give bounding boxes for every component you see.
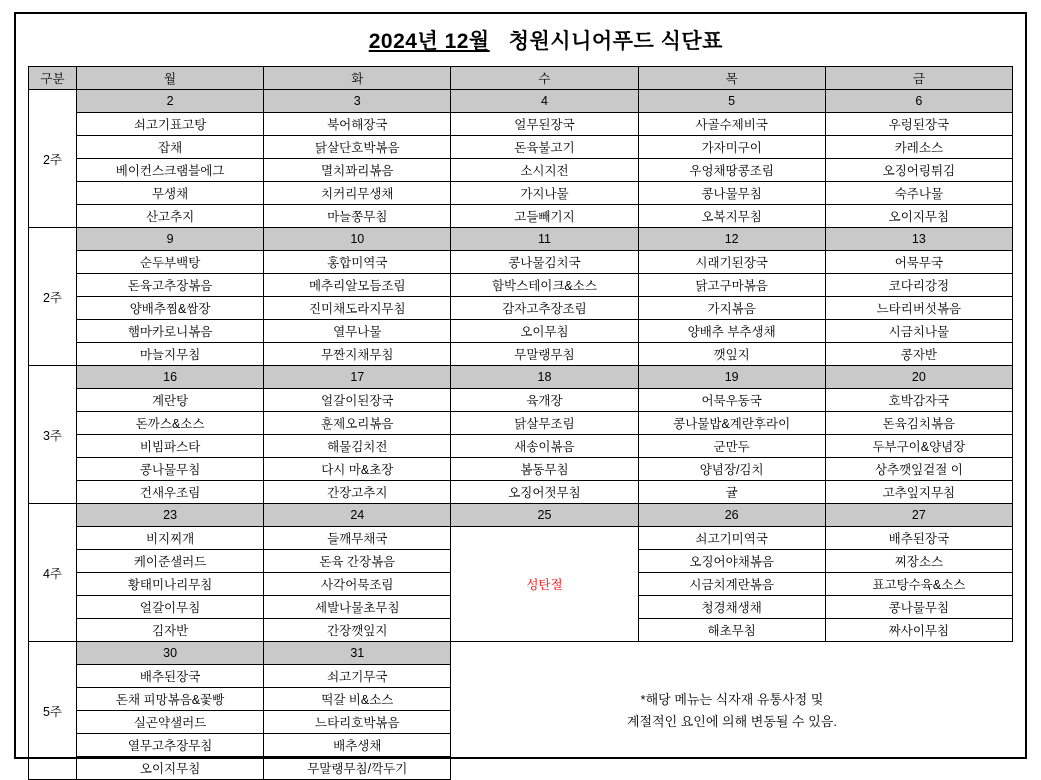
header-day-tue: 화	[264, 67, 451, 90]
menu-item: 마늘쫑무침	[264, 205, 451, 228]
date-row	[29, 366, 1013, 389]
week-label: 3주	[29, 366, 77, 504]
menu-item: 양배추찜&쌈장	[77, 297, 264, 320]
menu-item: 잡채	[77, 136, 264, 159]
menu-item: 쇠고기무국	[264, 665, 451, 688]
menu-item: 가지나물	[451, 182, 638, 205]
menu-item: 사각어묵조림	[264, 573, 451, 596]
menu-item: 배추생채	[264, 734, 451, 757]
menu-item: 배추된장국	[825, 527, 1012, 550]
date-row	[29, 504, 1013, 527]
menu-item: 얼무된장국	[451, 113, 638, 136]
note-area	[451, 642, 1013, 780]
date-cell: 30	[77, 642, 264, 665]
menu-item: 귤	[638, 481, 825, 504]
date-cell: 23	[77, 504, 264, 527]
menu-item: 어묵무국	[825, 251, 1012, 274]
menu-item: 육개장	[451, 389, 638, 412]
week-label: 2주	[29, 228, 77, 366]
menu-item: 감자고추장조림	[451, 297, 638, 320]
menu-item: 배추된장국	[77, 665, 264, 688]
menu-row	[29, 343, 1013, 366]
holiday-cell: 성탄절	[451, 527, 638, 642]
menu-item: 열무나물	[264, 320, 451, 343]
menu-item: 순두부백탕	[77, 251, 264, 274]
menu-item: 쇠고기미역국	[638, 527, 825, 550]
menu-item: 세발나물초무침	[264, 596, 451, 619]
menu-item: 고들빼기지	[451, 205, 638, 228]
menu-item: 무짠지채무침	[264, 343, 451, 366]
menu-item: 닭살무조림	[451, 412, 638, 435]
menu-item: 무말랭무침	[451, 343, 638, 366]
menu-item: 콩나물무침	[638, 182, 825, 205]
menu-item: 다시 마&초장	[264, 458, 451, 481]
menu-item: 비빔파스타	[77, 435, 264, 458]
date-cell: 10	[264, 228, 451, 251]
menu-item: 상추깻잎겉절 이	[825, 458, 1012, 481]
menu-item: 계란탕	[77, 389, 264, 412]
menu-item: 돈채 피망볶음&꽃빵	[77, 688, 264, 711]
menu-item: 얼갈이무침	[77, 596, 264, 619]
date-cell: 4	[451, 90, 638, 113]
document-frame	[14, 12, 1027, 776]
menu-item: 치커리무생채	[264, 182, 451, 205]
menu-row	[29, 113, 1013, 136]
week-label: 2주	[29, 90, 77, 228]
date-cell: 27	[825, 504, 1012, 527]
menu-item: 콩나물밥&계란후라이	[638, 412, 825, 435]
menu-item: 두부구이&양념장	[825, 435, 1012, 458]
menu-item: 콩자반	[825, 343, 1012, 366]
menu-item: 콩나물무침	[77, 458, 264, 481]
header-day-fri: 금	[825, 67, 1012, 90]
menu-item: 메추리알모듬조림	[264, 274, 451, 297]
menu-item: 가지볶음	[638, 297, 825, 320]
menu-item: 느타리호박볶음	[264, 711, 451, 734]
menu-item: 무생채	[77, 182, 264, 205]
menu-item: 찌장소스	[825, 550, 1012, 573]
menu-item: 사골수제비국	[638, 113, 825, 136]
date-cell: 5	[638, 90, 825, 113]
menu-item: 닭고구마볶음	[638, 274, 825, 297]
menu-item: 호박감자국	[825, 389, 1012, 412]
menu-item: 들깨무채국	[264, 527, 451, 550]
note-line-1: *해당 메뉴는 식자재 유통사정 및	[640, 691, 824, 707]
date-cell: 12	[638, 228, 825, 251]
menu-item: 멸치꽈리볶음	[264, 159, 451, 182]
menu-item: 해물김치전	[264, 435, 451, 458]
menu-item: 짜사이무침	[825, 619, 1012, 642]
menu-item: 양배추 부추생채	[638, 320, 825, 343]
menu-item: 우엉채땅콩조림	[638, 159, 825, 182]
week-label: 4주	[29, 504, 77, 642]
menu-item: 오이무침	[451, 320, 638, 343]
menu-item: 함박스테이크&소스	[451, 274, 638, 297]
menu-item: 청경채생채	[638, 596, 825, 619]
menu-item: 양념장/김치	[638, 458, 825, 481]
menu-item: 비지찌개	[77, 527, 264, 550]
menu-item: 깻잎지	[638, 343, 825, 366]
menu-item: 햄마카로니볶음	[77, 320, 264, 343]
menu-item: 콩나물무침	[825, 596, 1012, 619]
date-row	[29, 228, 1013, 251]
title-sub: 청원시니어푸드 식단표	[508, 30, 723, 53]
menu-item: 김자반	[77, 619, 264, 642]
page-title	[16, 14, 1025, 66]
week-label: 5주	[29, 642, 77, 780]
date-cell: 11	[451, 228, 638, 251]
menu-item: 돈육불고기	[451, 136, 638, 159]
menu-item: 돈까스&소스	[77, 412, 264, 435]
menu-item: 숙주나물	[825, 182, 1012, 205]
date-cell: 9	[77, 228, 264, 251]
menu-item: 돈육 간장볶음	[264, 550, 451, 573]
title-text	[318, 1, 723, 79]
menu-row	[29, 159, 1013, 182]
menu-item: 베이컨스크램블에그	[77, 159, 264, 182]
menu-row	[29, 435, 1013, 458]
menu-item: 쇠고기표고탕	[77, 113, 264, 136]
menu-item: 가자미구이	[638, 136, 825, 159]
date-cell: 3	[264, 90, 451, 113]
menu-item: 새송이볶음	[451, 435, 638, 458]
menu-row	[29, 251, 1013, 274]
menu-row	[29, 297, 1013, 320]
menu-item: 오복지무침	[638, 205, 825, 228]
date-cell: 18	[451, 366, 638, 389]
menu-item: 고추잎지무침	[825, 481, 1012, 504]
menu-item: 오이지무침	[825, 205, 1012, 228]
date-cell: 25	[451, 504, 638, 527]
menu-item: 산고추지	[77, 205, 264, 228]
menu-item: 돈육김치볶음	[825, 412, 1012, 435]
menu-item: 느타리버섯볶음	[825, 297, 1012, 320]
menu-item: 얼갈이된장국	[264, 389, 451, 412]
menu-item: 실곤약샐러드	[77, 711, 264, 734]
menu-row	[29, 458, 1013, 481]
menu-item: 돈육고추장볶음	[77, 274, 264, 297]
date-cell: 19	[638, 366, 825, 389]
menu-item: 간장고추지	[264, 481, 451, 504]
header-day-wed: 수	[451, 67, 638, 90]
menu-row	[29, 274, 1013, 297]
menu-item: 건새우조림	[77, 481, 264, 504]
menu-item: 오징어젓무침	[451, 481, 638, 504]
date-cell: 17	[264, 366, 451, 389]
header-day-thu: 목	[638, 67, 825, 90]
date-row	[29, 642, 1013, 665]
menu-item: 훈제오리볶음	[264, 412, 451, 435]
menu-item: 간장깻잎지	[264, 619, 451, 642]
menu-item: 시금치계란볶음	[638, 573, 825, 596]
date-cell: 24	[264, 504, 451, 527]
menu-item: 시금치나물	[825, 320, 1012, 343]
menu-item: 황태미나리무침	[77, 573, 264, 596]
menu-row	[29, 412, 1013, 435]
date-cell: 6	[825, 90, 1012, 113]
menu-item: 열무고추장무침	[77, 734, 264, 757]
menu-row	[29, 389, 1013, 412]
menu-item: 콩나물김치국	[451, 251, 638, 274]
menu-item: 봄동무침	[451, 458, 638, 481]
menu-item: 오징어링튀김	[825, 159, 1012, 182]
menu-row	[29, 481, 1013, 504]
date-cell: 31	[264, 642, 451, 665]
menu-item: 마늘지무침	[77, 343, 264, 366]
date-row	[29, 90, 1013, 113]
date-cell: 13	[825, 228, 1012, 251]
date-cell: 2	[77, 90, 264, 113]
menu-item: 무말랭무침/깍두기	[264, 757, 451, 780]
date-cell: 16	[77, 366, 264, 389]
date-cell: 26	[638, 504, 825, 527]
menu-table	[28, 66, 1013, 780]
menu-item: 케이준샐러드	[77, 550, 264, 573]
menu-item: 홍합미역국	[264, 251, 451, 274]
header-day-mon: 월	[77, 67, 264, 90]
menu-item: 소시지전	[451, 159, 638, 182]
title-main: 2024년 12월	[368, 30, 490, 53]
menu-item: 카레소스	[825, 136, 1012, 159]
menu-item: 오이지무침	[77, 757, 264, 780]
note-line-2: 계절적인 요인에 의해 변동될 수 있음.	[626, 713, 837, 729]
menu-item: 떡갈 비&소스	[264, 688, 451, 711]
header-week: 구분	[29, 67, 77, 90]
title-spacer	[490, 30, 509, 53]
menu-item: 오징어야채볶음	[638, 550, 825, 573]
menu-item: 표고탕수육&소스	[825, 573, 1012, 596]
menu-row	[29, 527, 1013, 550]
menu-item: 닭살단호박볶음	[264, 136, 451, 159]
menu-row	[29, 136, 1013, 159]
menu-row	[29, 205, 1013, 228]
menu-row	[29, 320, 1013, 343]
menu-row	[29, 182, 1013, 205]
menu-item: 군만두	[638, 435, 825, 458]
menu-item: 해초무침	[638, 619, 825, 642]
menu-item: 북어해장국	[264, 113, 451, 136]
menu-item: 코다리강정	[825, 274, 1012, 297]
menu-item: 시래기된장국	[638, 251, 825, 274]
date-cell: 20	[825, 366, 1012, 389]
menu-item: 우렁된장국	[825, 113, 1012, 136]
menu-item: 진미채도라지무침	[264, 297, 451, 320]
menu-item: 어묵우동국	[638, 389, 825, 412]
